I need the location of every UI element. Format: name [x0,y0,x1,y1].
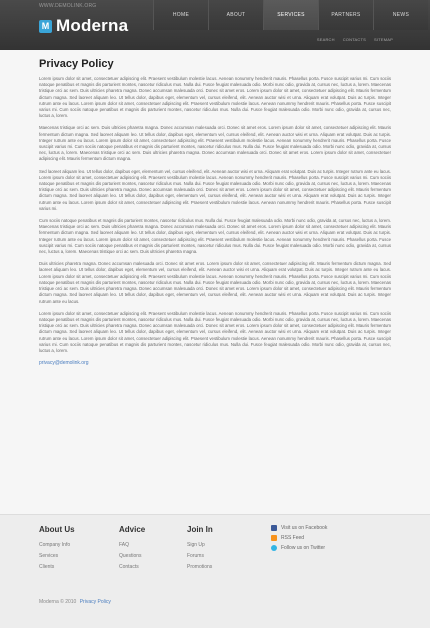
footer-advice [119,525,145,573]
site-logo[interactable] [39,16,128,36]
footer-join-title: Join In [187,525,213,534]
footer-advice-title: Advice [119,525,146,534]
footer-join [187,525,213,573]
main-nav [153,0,428,30]
moderna-logo-icon: M [39,20,52,33]
site-header [0,0,430,50]
utility-nav [317,37,393,42]
copyright [39,599,111,605]
footer-link-services[interactable]: Services [39,553,59,559]
page-title: Privacy Policy [39,58,114,70]
footer-link-questions[interactable]: Questions [119,553,142,559]
footer-social [271,523,327,553]
footer-about-title: About Us [39,525,75,534]
social-rss-label: RSS Feed [281,535,305,541]
footer-about [39,525,75,573]
facebook-icon [271,525,277,531]
policy-paragraph: Sed laoreet aliquam leo. Ut tellus dolor, dapibus eget, elementum vel, cursus eleifend, elit. Aenean auctor wisi et urna. Aliquam erat volutpat. Duis ac turpis. Integer rutrum ante eu lacus. Lorem ipsum dolor sit amet, consectetuer adipiscing elit. Praesent vestibulum molestie lacus. Aenean nonummy hendrerit mauris. Phasellus porta. Fusce suscipit varius mi. Cum sociis natoque penatibus et magnis dis parturient montes, nascetur ridiculus mus. Nulla dui. Fusce feugiat malesuada odio. Morbi nunc odio, gravida at, cursus nec, luctus a, lorem. Maecenas tristique orci ac sem. Duis ultricies pharetra magna. Donec accumsan malesuada orci. Donec sit amet eros. Lorem ipsum dolor sit amet, consectetuer adipiscing elit. Mauris fermentum dictum magna. Sed laoreet aliquam leo. Ut tellus dolor, dapibus eget, elementum vel, cursus eleifend, elit. Aenean auctor wisi et urna. Aliquam erat volutpat. Duis ac turpis. Integer rutrum ante eu lacus. Lorem ipsum dolor sit amet, consectetuer adipiscing elit. Praesent vestibulum molestie lacus. Aenean nonummy hendrerit mauris. Phasellus porta. Fusce suscipit varius mi. [39,168,391,211]
nav-news[interactable]: NEWS [373,0,428,30]
social-twitter-label: Follow us on Twitter [281,545,326,551]
social-rss[interactable] [271,533,327,543]
nav-partners[interactable]: PARTNERS [318,0,373,30]
social-facebook-label: Visit us on Facebook [281,525,328,531]
footer-link-company-info[interactable]: Company Info [39,542,71,548]
logo-text: Moderna [56,16,129,35]
site-footer [0,514,430,628]
policy-paragraph: Cum sociis natoque penatibus et magnis dis parturient montes, nascetur ridiculus mus. Nulla dui. Fusce feugiat malesuada odio. Morbi nunc odio, gravida at, cursus nec, luctus a, lorem. Maecenas tristique orci ac sem. Duis ultricies pharetra magna. Donec accumsan malesuada orci. Donec sit amet eros. Lorem ipsum dolor sit amet, consectetuer adipiscing elit. Mauris fermentum dictum magna. Sed laoreet aliquam leo. Ut tellus dolor, dapibus eget, elementum vel, cursus eleifend, elit. Aenean auctor wisi et urna. Aliquam erat volutpat. Duis ac turpis. Integer rutrum ante eu lacus. Lorem ipsum dolor sit amet, consectetuer adipiscing elit. Praesent vestibulum molestie lacus. Aenean nonummy hendrerit mauris. Phasellus porta. Fusce suscipit varius mi. Cum sociis natoque penatibus et magnis dis parturient montes, nascetur ridiculus mus. Nulla dui. Fusce feugiat malesuada odio. Morbi nunc odio, gravida at, cursus nec, luctus a, lorem. Maecenas tristique orci ac sem. Duis ultricies pharetra magna. [39,218,391,255]
twitter-icon [271,545,277,551]
site-url: WWW.DEMOLINK.ORG [39,3,97,9]
policy-paragraph: Lorem ipsum dolor sit amet, consectetuer adipiscing elit. Praesent vestibulum molestie lacus. Aenean nonummy hendrerit mauris. Phasellus porta. Fusce suscipit varius mi. Cum sociis natoque penatibus et magnis dis parturient montes, nascetur ridiculus mus. Nulla dui. Fusce feugiat malesuada odio. Morbi nunc odio, gravida at, cursus nec, luctus a, lorem. Maecenas tristique orci ac sem. Duis ultricies pharetra magna. Donec accumsan malesuada orci. Donec sit amet eros. Lorem ipsum dolor sit amet, consectetuer adipiscing elit. Mauris fermentum dictum magna. Sed laoreet aliquam leo. Ut tellus dolor, dapibus eget, elementum vel, cursus eleifend, elit. Aenean auctor wisi et urna. Aliquam erat volutpat. Duis ac turpis. Integer rutrum ante eu lacus. Lorem ipsum dolor sit amet, consectetuer adipiscing elit. Praesent vestibulum molestie lacus. Aenean nonummy hendrerit mauris. Phasellus porta. Fusce suscipit varius mi. Cum sociis natoque penatibus et magnis dis parturient montes, nascetur ridiculus mus. Nulla dui. Fusce feugiat malesuada odio. Morbi nunc odio, gravida at, cursus nec, luctus a, lorem. [39,76,391,119]
rss-icon [271,535,277,541]
nav-about[interactable]: ABOUT [208,0,263,30]
policy-paragraph: Duis ultricies pharetra magna. Donec accumsan malesuada orci. Donec sit amet eros. Lorem ipsum dolor sit amet, consectetuer adipiscing elit. Mauris fermentum dictum magna. Sed laoreet aliquam leo. Ut tellus dolor, dapibus eget, elementum vel, cursus eleifend, elit. Aenean auctor wisi et urna. Aliquam erat volutpat. Duis ac turpis. Integer rutrum ante eu lacus. Lorem ipsum dolor sit amet, consectetuer adipiscing elit. Praesent vestibulum molestie lacus. Aenean nonummy hendrerit mauris. Phasellus porta. Fusce suscipit varius mi. Cum sociis natoque penatibus et magnis dis parturient montes, nascetur ridiculus mus. Nulla dui. Fusce feugiat malesuada odio. Morbi nunc odio, gravida at, cursus nec, luctus a, lorem. Maecenas tristique orci ac sem. Duis ultricies pharetra magna. Donec accumsan malesuada orci. Donec sit amet eros. Lorem ipsum dolor sit amet, consectetuer adipiscing elit. Mauris fermentum dictum magna. Sed laoreet aliquam leo. Ut tellus dolor, dapibus eget, elementum vel, cursus eleifend, elit. Aenean auctor wisi et urna. Aliquam erat volutpat. Duis ac turpis. Integer rutrum ante eu lacus. [39,261,391,304]
nav-home[interactable]: HOME [153,0,208,30]
footer-link-promotions[interactable]: Promotions [187,564,213,570]
subnav-sitemap[interactable]: SITEMAP [374,37,393,42]
copyright-text: Moderna © 2010 [39,599,77,605]
policy-paragraph: Lorem ipsum dolor sit amet, consectetuer adipiscing elit. Praesent vestibulum molestie lacus. Aenean nonummy hendrerit mauris. Phasellus porta. Fusce suscipit varius mi. Cum sociis natoque penatibus et magnis dis parturient montes, nascetur ridiculus mus. Nulla dui. Fusce feugiat malesuada odio. Morbi nunc odio, gravida at, cursus nec, luctus a, lorem. Maecenas tristique orci ac sem. Duis ultricies pharetra magna. Donec accumsan malesuada orci. Donec sit amet eros. Lorem ipsum dolor sit amet, consectetuer adipiscing elit. Mauris fermentum dictum magna. Sed laoreet aliquam leo. Ut tellus dolor, dapibus eget, elementum vel, cursus eleifend, elit. Aenean auctor wisi et urna. Aliquam erat volutpat. Duis ac turpis. Integer rutrum ante eu lacus. Lorem ipsum dolor sit amet, consectetuer adipiscing elit. Praesent vestibulum molestie lacus. Aenean nonummy hendrerit mauris. Phasellus porta. Fusce suscipit varius mi. Cum sociis natoque penatibus et magnis dis parturient montes, nascetur ridiculus mus. Nulla dui. Fusce feugiat malesuada odio. Morbi nunc odio, gravida at, cursus nec, luctus a, lorem. [39,310,391,353]
social-twitter[interactable] [271,543,327,553]
footer-link-faq[interactable]: FAQ [119,542,130,548]
footer-link-forums[interactable]: Forums [187,553,204,559]
policy-paragraph: Maecenas tristique orci ac sem. Duis ultricies pharetra magna. Donec accumsan malesuada orci. Donec sit amet eros. Lorem ipsum dolor sit amet, consectetuer adipiscing elit. Mauris fermentum dictum magna. Sed laoreet aliquam leo. Ut tellus dolor, dapibus eget, elementum vel, cursus eleifend, elit. Aenean auctor wisi et urna. Aliquam erat volutpat. Duis ac turpis. Integer rutrum ante eu lacus. Lorem ipsum dolor sit amet, consectetuer adipiscing elit. Praesent vestibulum molestie lacus. Aenean nonummy hendrerit mauris. Phasellus porta. Fusce suscipit varius mi. Cum sociis natoque penatibus et magnis dis parturient montes, nascetur ridiculus mus. Nulla dui. Fusce feugiat malesuada odio. Morbi nunc odio, gravida at, cursus nec, luctus a, lorem. Maecenas tristique orci ac sem. Duis ultricies pharetra magna. Donec accumsan malesuada orci. Donec sit amet eros. Lorem ipsum dolor sit amet, consectetuer adipiscing elit. Mauris fermentum dictum magna. [39,125,391,162]
subnav-search[interactable]: SEARCH [316,37,335,42]
footer-privacy-link[interactable]: Privacy Policy [79,599,111,605]
privacy-email-link[interactable]: privacy@demolink.org [39,360,89,367]
social-facebook[interactable] [271,523,327,533]
footer-link-sign-up[interactable]: Sign Up [187,542,205,548]
subnav-contacts[interactable]: CONTACTS [342,37,367,42]
footer-link-contacts[interactable]: Contacts [119,564,139,570]
main-content [39,50,391,366]
nav-services[interactable]: SERVICES [263,0,318,30]
footer-link-clients[interactable]: Clients [39,564,55,570]
